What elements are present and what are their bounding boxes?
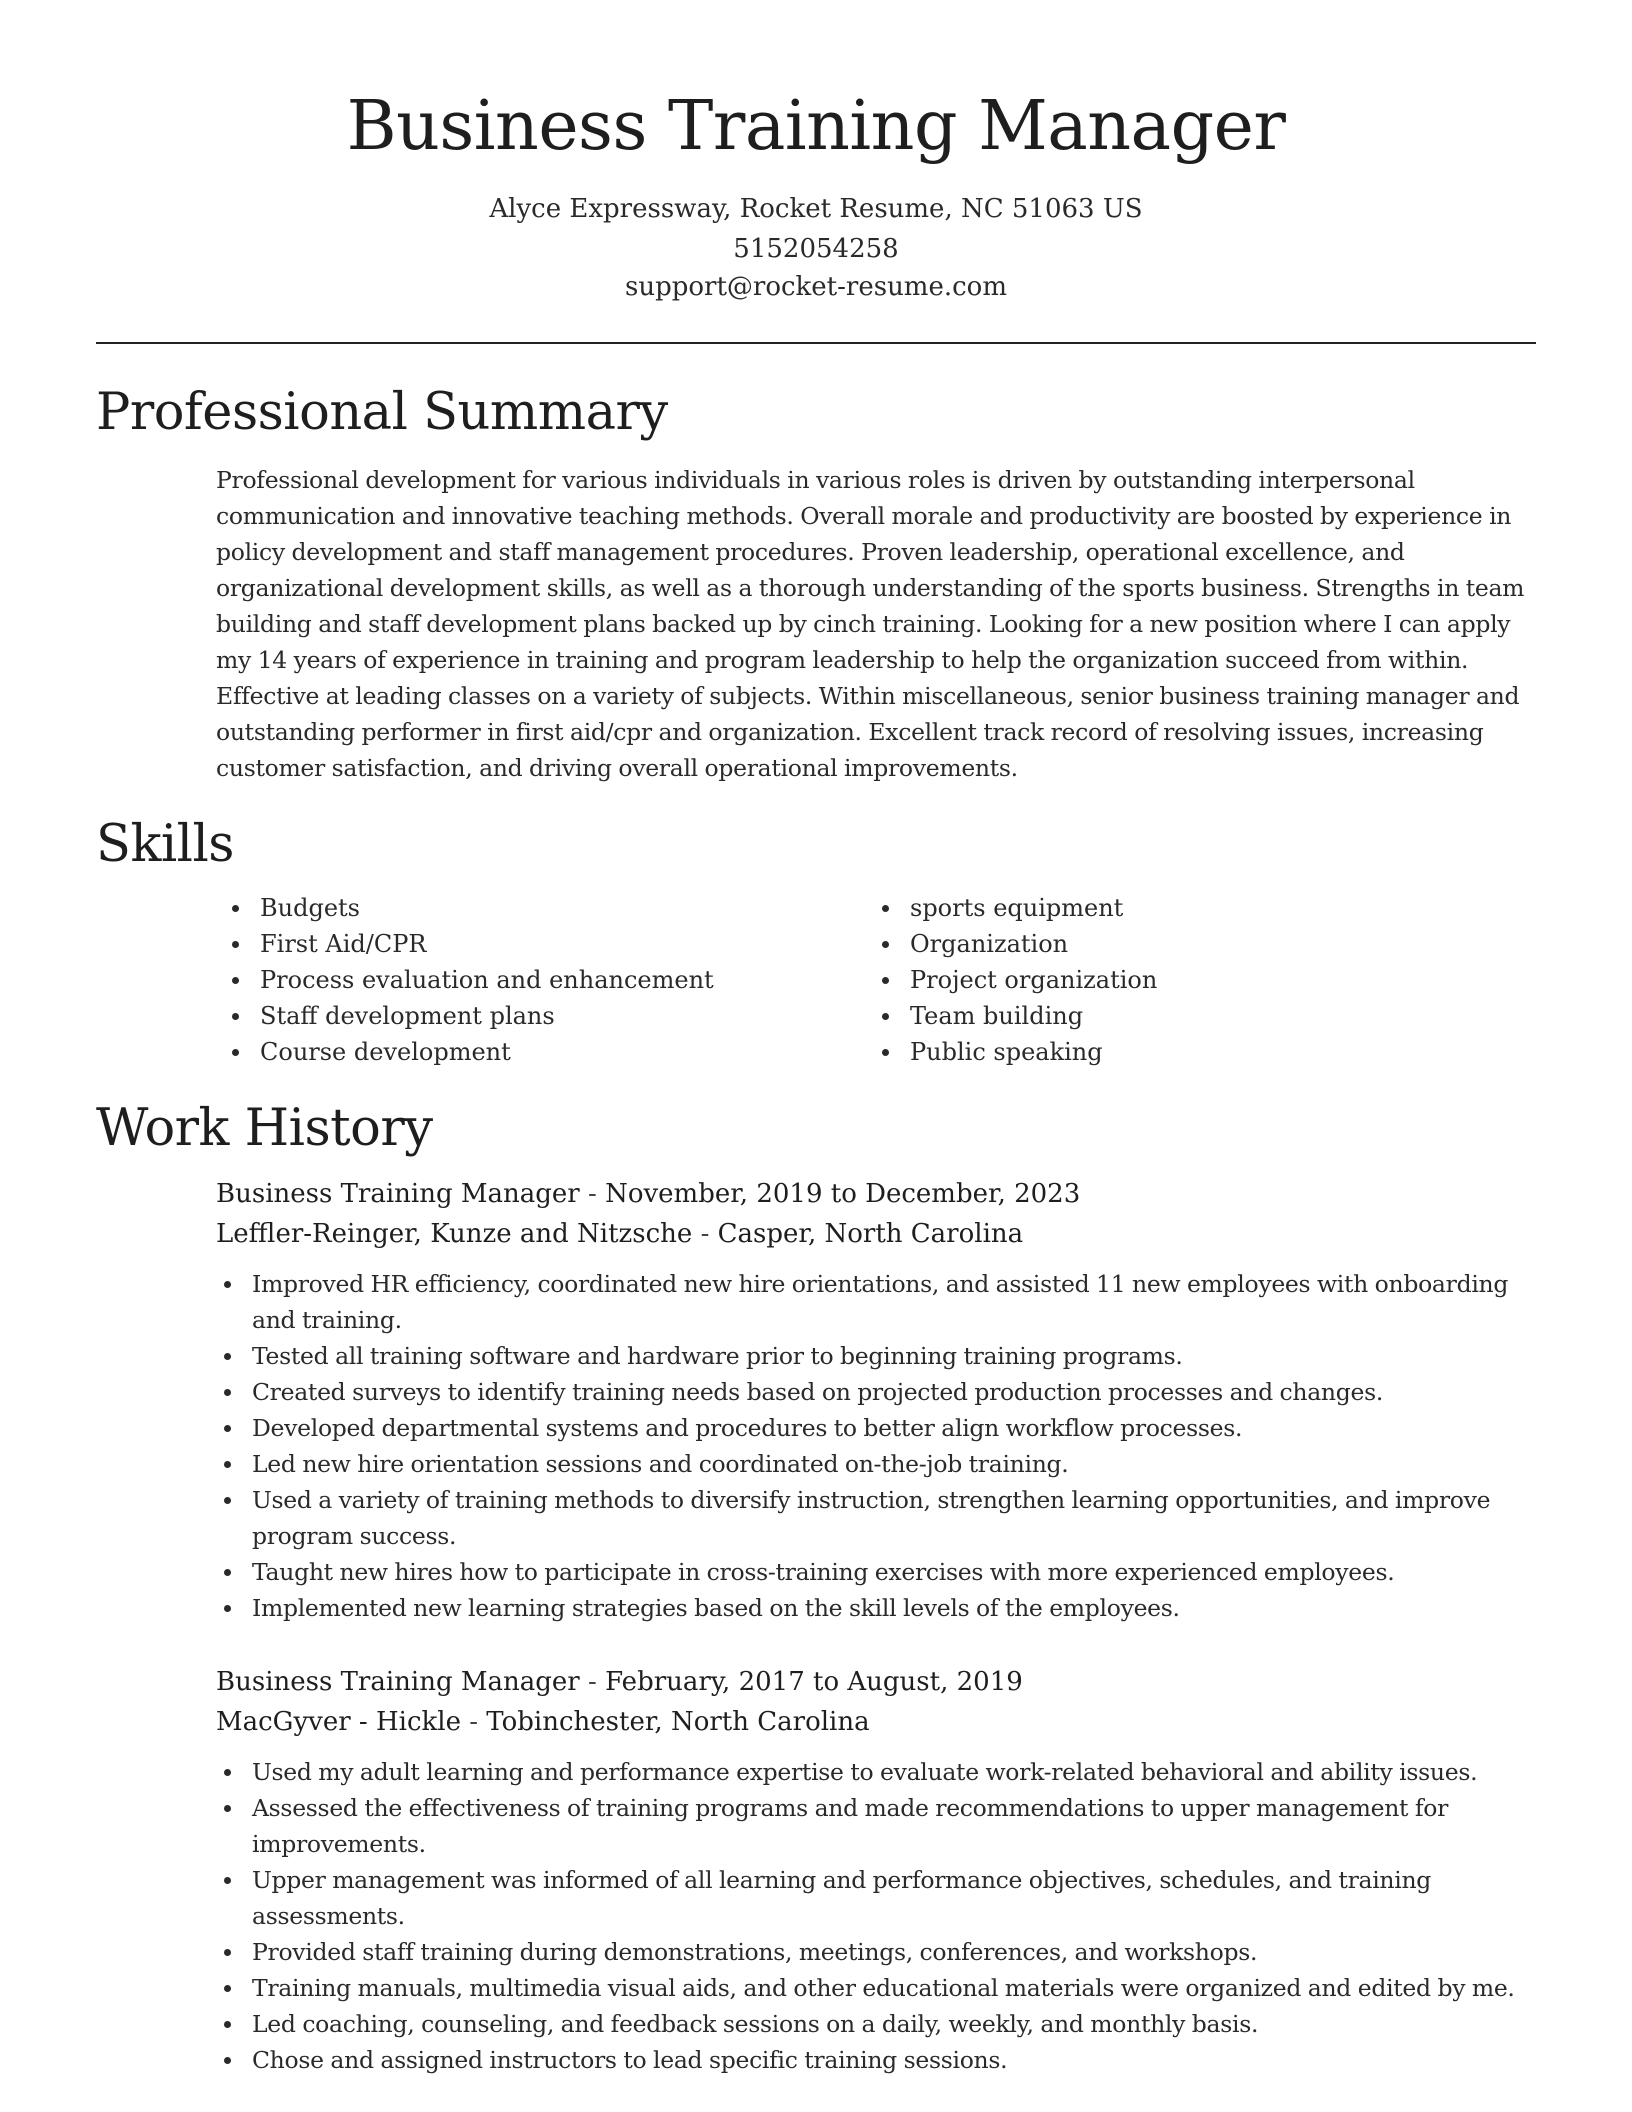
job-title-line [216, 1174, 1546, 1214]
skills-list-right [874, 890, 1494, 1070]
job-dates: November, 2019 to December, 2023 [605, 1179, 1081, 1209]
work-history-heading: Work History [96, 1099, 433, 1158]
summary-text: Professional development for various individuals in various roles is driven by outstanding interpersonal communication and innovative teaching methods. Overall morale and productivity are boosted by experience in policy development and staff management procedures. Proven leadership, operational excellence, and organizational development skills, as well as a thorough understanding of the sports business. Strengths in team building and staff development plans backed up by cinch training. Looking for a new position where I can apply my 14 years of experience in training and program leadership to help the organization succeed from within. Effective at leading classes on a variety of subjects. Within miscellaneous, senior business training manager and outstanding performer in first aid/cpr and organization. Excellent track record of resolving issues, increasing customer satisfaction, and driving overall operational improvements. [216, 466, 1525, 782]
separator: - [700, 1219, 718, 1249]
job-bullet: Created surveys to identify training needs based on projected production processes and changes. [216, 1374, 1546, 1410]
job-bullet: Used a variety of training methods to diversify instruction, strengthen learning opportunities, and improve program success. [216, 1482, 1546, 1554]
skill-item: First Aid/CPR [224, 926, 844, 962]
job-bullet: Tested all training software and hardware prior to beginning training programs. [216, 1338, 1546, 1374]
skill-item: Project organization [874, 962, 1494, 998]
separator: - [588, 1667, 606, 1697]
job-dates: February, 2017 to August, 2019 [605, 1667, 1023, 1697]
skill-item: Process evaluation and enhancement [224, 962, 844, 998]
job-bullet: Led coaching, counseling, and feedback sessions on a daily, weekly, and monthly basis. [216, 2006, 1546, 2042]
job-bullet: Used my adult learning and performance expertise to evaluate work-related behavioral and ability issues. [216, 1754, 1546, 1790]
job-title-line [216, 1662, 1546, 1702]
job-bullet: Chose and assigned instructors to lead specific training sessions. [216, 2042, 1546, 2078]
job-title: Business Training Manager [216, 1179, 580, 1209]
skill-item: Budgets [224, 890, 844, 926]
job-entry [216, 1174, 1546, 1626]
job-bullet: Training manuals, multimedia visual aids, and other educational materials were organized and edited by me. [216, 1970, 1546, 2006]
job-company-line [216, 1214, 1546, 1254]
job-entry [216, 1662, 1546, 2078]
separator: - [588, 1179, 606, 1209]
job-bullet: Assessed the effectiveness of training programs and made recommendations to upper management for improvements. [216, 1790, 1546, 1862]
skills-heading: Skills [96, 815, 234, 874]
skill-item: Team building [874, 998, 1494, 1034]
contact-address: Alyce Expressway, Rocket Resume, NC 51063 US [489, 194, 1143, 224]
separator: - [469, 1707, 487, 1737]
job-location: Tobinchester, North Carolina [486, 1707, 870, 1737]
skill-item: Public speaking [874, 1034, 1494, 1070]
job-bullet: Led new hire orientation sessions and coordinated on-the-job training. [216, 1446, 1546, 1482]
job-company: Leffler-Reinger, Kunze and Nitzsche [216, 1219, 693, 1249]
skills-list-left [224, 890, 844, 1070]
job-bullet: Implemented new learning strategies based on the skill levels of the employees. [216, 1590, 1546, 1626]
job-bullets [216, 1266, 1546, 1626]
job-title: Business Training Manager [216, 1667, 580, 1697]
summary-heading: Professional Summary [96, 383, 668, 442]
job-bullet: Upper management was informed of all learning and performance objectives, schedules, and training assessments. [216, 1862, 1546, 1934]
job-bullet: Provided staff training during demonstrations, meetings, conferences, and workshops. [216, 1934, 1546, 1970]
header-divider [96, 342, 1536, 344]
job-bullet: Developed departmental systems and procedures to better align workflow processes. [216, 1410, 1546, 1446]
job-bullets [216, 1754, 1546, 2078]
job-company: MacGyver - Hickle [216, 1707, 461, 1737]
skill-item: sports equipment [874, 890, 1494, 926]
contact-phone: 5152054258 [733, 234, 899, 264]
resume-title: Business Training Manager [346, 87, 1286, 166]
skill-item: Course development [224, 1034, 844, 1070]
contact-email: support@rocket-resume.com [624, 272, 1007, 302]
job-bullet: Taught new hires how to participate in cross-training exercises with more experienced employees. [216, 1554, 1546, 1590]
job-bullet: Improved HR efficiency, coordinated new hire orientations, and assisted 11 new employees with onboarding and training. [216, 1266, 1546, 1338]
skill-item: Staff development plans [224, 998, 844, 1034]
skill-item: Organization [874, 926, 1494, 962]
job-company-line [216, 1702, 1546, 1742]
job-location: Casper, North Carolina [717, 1219, 1024, 1249]
